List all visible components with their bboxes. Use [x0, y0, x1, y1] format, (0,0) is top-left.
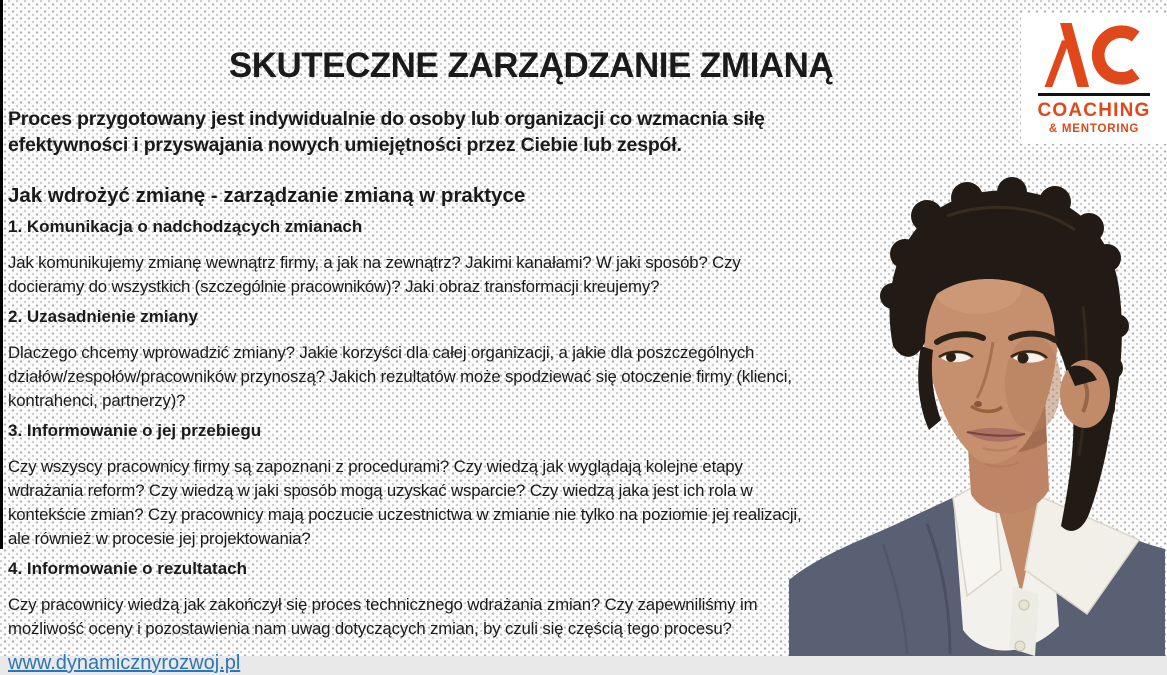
- portrait-photo: [787, 146, 1167, 656]
- logo-divider: [1038, 93, 1150, 96]
- intro-paragraph: Proces przygotowany jest indywidualnie do osoby lub organizacji co wzmacnia siłę efektywności i przyswajania nowych umiejętności przez Ciebie lub zespół.: [8, 108, 765, 156]
- website-link[interactable]: www.dynamicznyrozwoj.pl: [8, 652, 241, 674]
- content-column: [8, 106, 808, 675]
- section-2-heading: 2. Uzasadnienie zmiany: [8, 307, 198, 326]
- section-1: [8, 218, 808, 299]
- section-2-body: Dlaczego chcemy wprowadzić zmiany? Jakie korzyści dla całej organizacji, a jakie dla poszczególnych działów/zespołów/pracowników przynoszą? Jakich rezultatów może spodziewać się otoczenie firmy (klienci, kontrahenci, partnerzy)?: [8, 343, 792, 410]
- section-4: [8, 560, 808, 641]
- ac-monogram-icon: [1041, 21, 1147, 89]
- logo-coaching-label: COACHING: [1037, 100, 1151, 121]
- logo-mentoring-label: & MENTORING: [1048, 123, 1140, 135]
- section-1-heading: 1. Komunikacja o nadchodzących zmianach: [8, 217, 363, 236]
- section-3: [8, 422, 808, 551]
- page-title: SKUTECZNE ZARZĄDZANIE ZMIANĄ: [228, 46, 834, 86]
- company-logo: [1021, 13, 1167, 144]
- section-subheading: Jak wdrożyć zmianę - zarządzanie zmianą w praktyce: [8, 184, 526, 207]
- section-3-heading: 3. Informowanie o jej przebiegu: [8, 421, 262, 440]
- section-4-body: Czy pracownicy wiedzą jak zakończył się proces technicznego wdrażania zmian? Czy zapewniliśmy im możliwość oceny i pozostawienia nam uwag dotyczących zmian, by czuli się częścią tego procesu?: [8, 595, 758, 638]
- section-1-body: Jak komunikujemy zmianę wewnątrz firmy, a jak na zewnątrz? Jakimi kanałami? W jaki sposób? Czy docieramy do wszystkich (szczególnie pracowników)? Jaki obraz transformacji kreujemy?: [8, 253, 741, 296]
- section-3-body: Czy wszyscy pracownicy firmy są zapoznani z procedurami? Czy wiedzą jak wyglądają kolejne etapy wdrażania reform? Czy wiedzą w jaki sposób mogą uzyskać wsparcie? Czy wiedzą jaka jest ich rola w kontekście zmian? Czy pracownicy mają poczucie uczestnictwa w zmianie nie tylko na poziomie jej realizacji, ale również w procesie jej projektowania?: [8, 457, 802, 548]
- section-4-heading: 4. Informowanie o rezultatach: [8, 559, 247, 578]
- section-2: [8, 308, 808, 413]
